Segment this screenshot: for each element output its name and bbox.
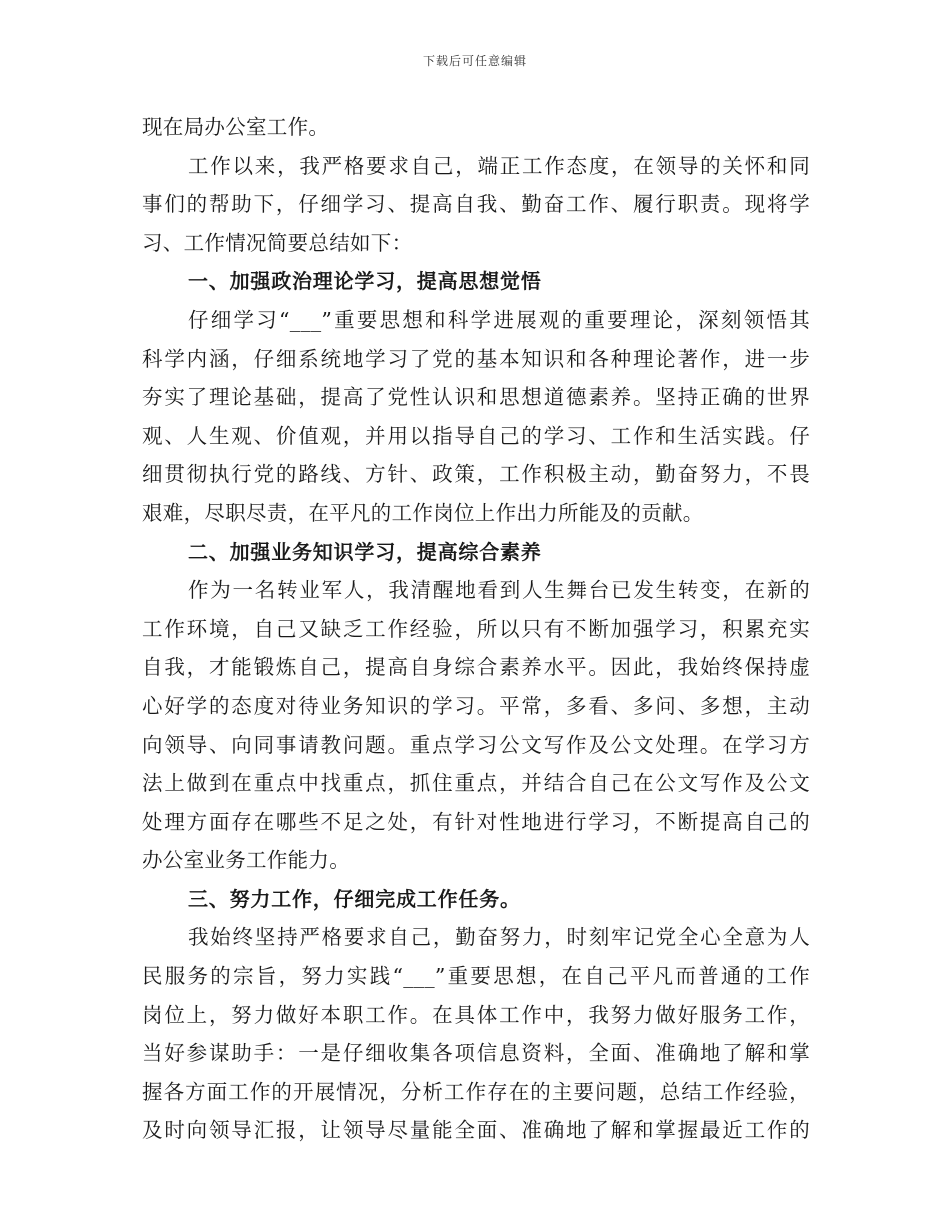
text-line: 办公室业务工作能力。	[142, 848, 350, 873]
text-line: 处理方面存在哪些不足之处，有针对性地进行学习，不断提高自己的	[142, 809, 810, 834]
text-line: 岗位上，努力做好本职工作。在具体工作中，我努力做好服务工作，	[142, 1002, 810, 1027]
text-line: 现在局办公室工作。	[142, 115, 330, 139]
text-line: 科学内涵，仔细系统地学习了党的基本知识和各种理论著作，进一步	[142, 346, 810, 371]
text-line: 我始终坚持严格要求自己，勤奋努力，时刻牢记党全心全意为人	[188, 925, 810, 950]
text-line: 细贯彻执行党的路线、方针、政策，工作积极主动，勤奋努力，不畏	[142, 462, 810, 487]
text-line: 握各方面工作的开展情况，分析工作存在的主要问题，总结工作经验，	[142, 1079, 810, 1104]
text-line: 自我，才能锻炼自己，提高自身综合素养水平。因此，我始终保持虚	[142, 655, 810, 680]
section-heading: 三、努力工作，仔细完成工作任务。	[188, 886, 521, 911]
text-line: 及时向领导汇报，让领导尽量能全面、准确地了解和掌握最近工作的	[142, 1118, 810, 1143]
text-line: 夯实了理论基础，提高了党性认识和思想道德素养。坚持正确的世界	[142, 385, 810, 410]
text-line: 民服务的宗旨，努力实践“___”重要思想，在自己平凡而普通的工作	[142, 964, 810, 989]
text-line: 当好参谋助手：一是仔细收集各项信息资料，全面、准确地了解和掌	[142, 1041, 810, 1066]
text-line: 仔细学习“___”重要思想和科学进展观的重要理论，深刻领悟其	[188, 307, 810, 332]
text-line: 作为一名转业军人，我清醒地看到人生舞台已发生转变，在新的	[188, 578, 810, 603]
section-heading: 二、加强业务知识学习，提高综合素养	[188, 539, 542, 564]
section-heading: 一、加强政治理论学习，提高思想觉悟	[188, 269, 542, 294]
text-line: 艰难，尽职尽责，在平凡的工作岗位上作出力所能及的贡献。	[142, 500, 704, 525]
document-body	[142, 108, 810, 1150]
text-line: 工作以来，我严格要求自己，端正工作态度，在领导的关怀和同	[188, 153, 810, 178]
text-line: 心好学的态度对待业务知识的学习。平常，多看、多问、多想，主动	[142, 693, 810, 718]
page-header: 下载后可任意编辑	[422, 54, 527, 68]
text-line: 事们的帮助下，仔细学习、提高自我、勤奋工作、履行职责。现将学	[142, 192, 810, 217]
text-line: 工作环境，自己又缺乏工作经验，所以只有不断加强学习，积累充实	[142, 616, 810, 641]
text-line: 法上做到在重点中找重点，抓住重点，并结合自己在公文写作及公文	[142, 771, 810, 796]
text-line: 观、人生观、价值观，并用以指导自己的学习、工作和生活实践。仔	[142, 423, 810, 448]
text-line: 习、工作情况简要总结如下：	[142, 230, 413, 255]
text-line: 向领导、向同事请教问题。重点学习公文写作及公文处理。在学习方	[142, 732, 810, 757]
